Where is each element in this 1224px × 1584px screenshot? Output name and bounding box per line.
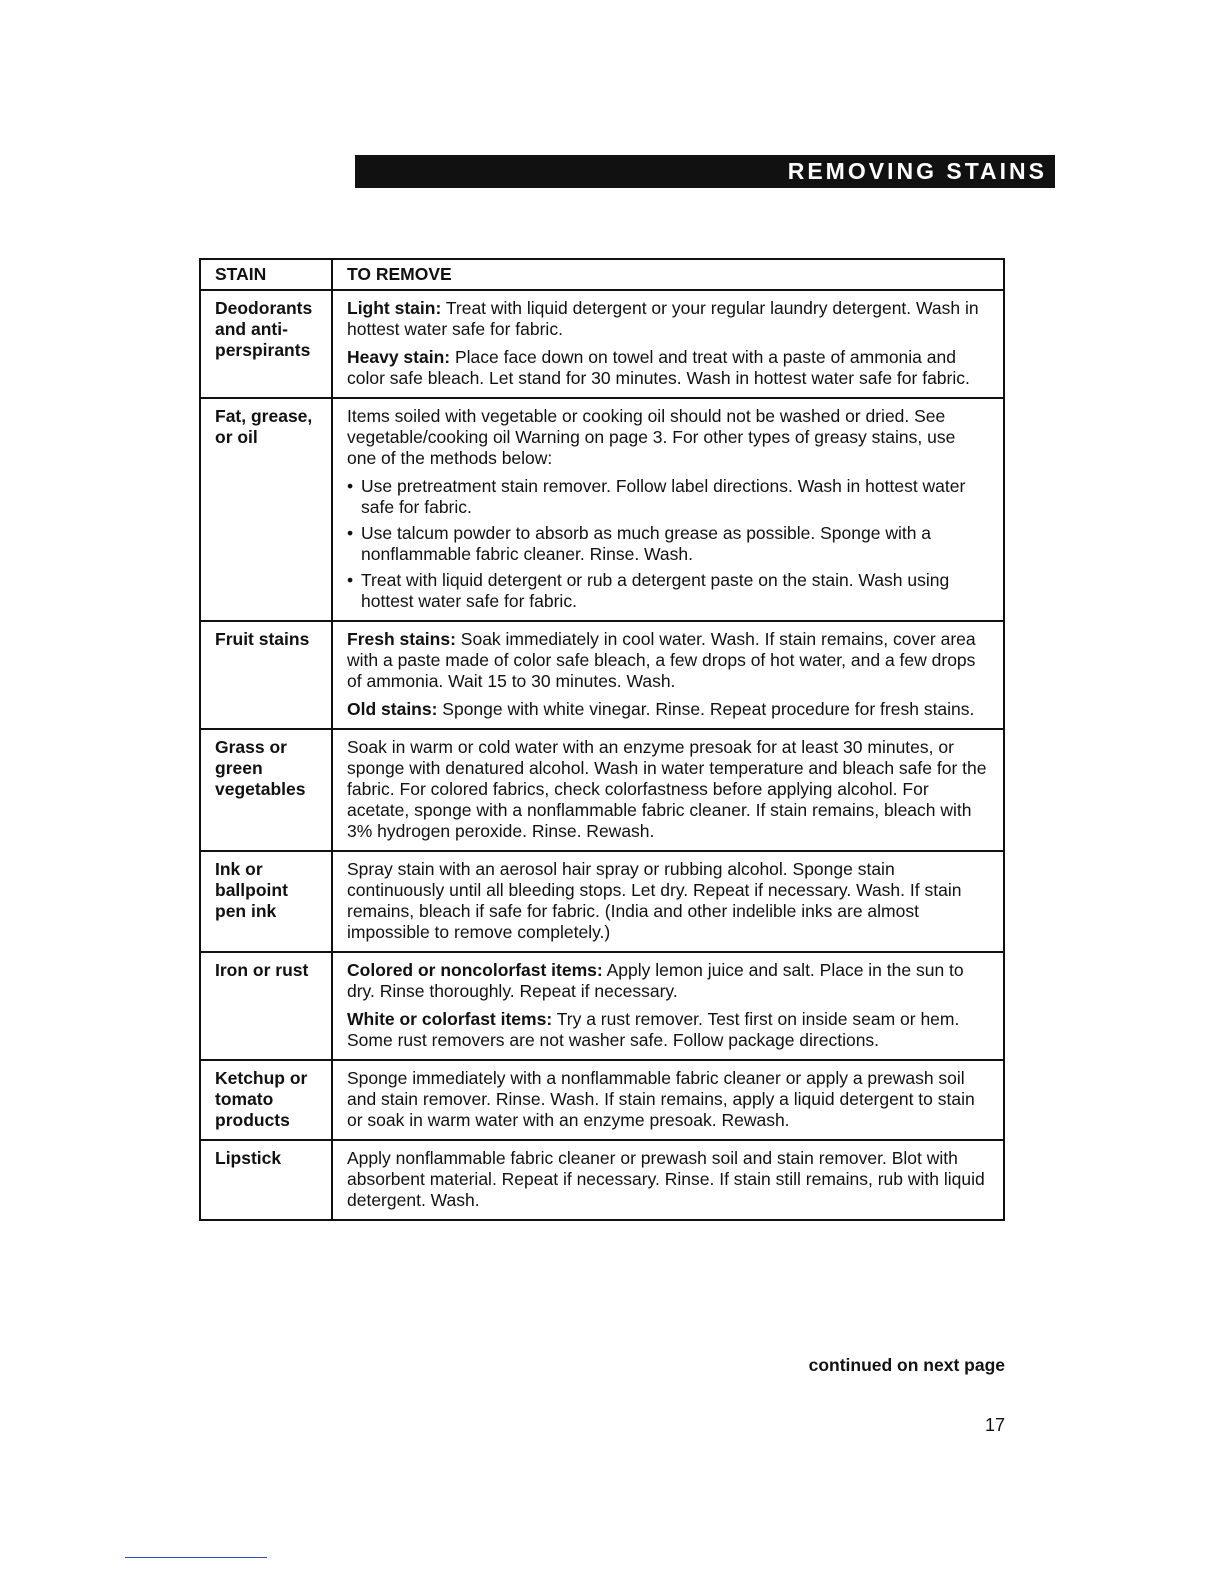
instruction-paragraph (347, 629, 987, 692)
method-list (347, 476, 987, 612)
table-row (200, 398, 1004, 621)
stain-name: Grass or green vegetables (200, 729, 332, 851)
instruction-label: Old stains: (347, 699, 438, 719)
instruction-label: White or colorfast items: (347, 1009, 553, 1029)
instruction-text: Soak in warm or cold water with an enzyme presoak for at least 30 minutes, or sponge with denatured alcohol. Wash in water temperature and bleach safe for the fabric. For colored fabrics, check colorfastness before applying alcohol. For acetate, sponge with a nonflammable fabric cleaner. If stain remains, bleach with 3% hydrogen peroxide. Rinse. Rewash. (347, 737, 987, 841)
instruction-text: Soak immediately in cool water. Wash. If stain remains, cover area with a paste made of color safe bleach, a few drops of hot water, and a few drops of ammonia. Wait 15 to 30 minutes. Wash. (347, 629, 976, 691)
stain-name: Lipstick (200, 1140, 332, 1220)
removal-instructions (332, 729, 1004, 851)
removal-instructions (332, 290, 1004, 398)
continued-note: continued on next page (808, 1355, 1005, 1375)
instruction-label: Fresh stains: (347, 629, 456, 649)
instruction-paragraph (347, 737, 987, 842)
instruction-text: Place face down on towel and treat with a paste of ammonia and color safe bleach. Let stand for 30 minutes. Wash in hottest water safe for fabric. (347, 347, 970, 388)
footer-rule (125, 1557, 267, 1558)
section-title-banner: REMOVING STAINS (355, 155, 1055, 188)
instruction-paragraph (347, 298, 987, 340)
stain-name: Ketchup or tomato products (200, 1060, 332, 1140)
table-row (200, 290, 1004, 398)
instruction-paragraph (347, 1009, 987, 1051)
instruction-text: Sponge immediately with a nonflammable fabric cleaner or apply a prewash soil and stain remover. Rinse. Wash. If stain remains, apply a liquid detergent to stain or soak in warm water with an enzyme presoak. Rewash. (347, 1068, 975, 1130)
table-row (200, 1060, 1004, 1140)
stain-name: Fruit stains (200, 621, 332, 729)
table-row (200, 851, 1004, 952)
instruction-paragraph (347, 960, 987, 1002)
list-item: • Use talcum powder to absorb as much grease as possible. Sponge with a nonflammable fabric cleaner. Rinse. Wash. (347, 523, 987, 565)
column-header-stain: STAIN (200, 259, 332, 290)
table-row (200, 1140, 1004, 1220)
list-item: • Use pretreatment stain remover. Follow label directions. Wash in hottest water safe for fabric. (347, 476, 987, 518)
list-item: • Treat with liquid detergent or rub a detergent paste on the stain. Wash using hottest water safe for fabric. (347, 570, 987, 612)
removal-instructions (332, 851, 1004, 952)
instruction-text: Treat with liquid detergent or your regular laundry detergent. Wash in hottest water safe for fabric. (347, 298, 979, 339)
instruction-text: Apply lemon juice and salt. Place in the sun to dry. Rinse thoroughly. Repeat if necessary. (347, 960, 964, 1001)
instruction-text: Try a rust remover. Test first on inside seam or hem. Some rust removers are not washer safe. Follow package directions. (347, 1009, 960, 1050)
stain-removal-table (199, 258, 1005, 1221)
instruction-paragraph (347, 406, 987, 469)
stain-name: Ink or ballpoint pen ink (200, 851, 332, 952)
page-number: 17 (984, 1415, 1005, 1435)
instruction-text: Items soiled with vegetable or cooking oil should not be washed or dried. See vegetable/cooking oil Warning on page 3. For other types of greasy stains, use one of the methods below: (347, 406, 956, 468)
table-header-row (200, 259, 1004, 290)
table-row (200, 621, 1004, 729)
instruction-label: Colored or noncolorfast items: (347, 960, 603, 980)
stain-name: Deodorants and anti-perspirants (200, 290, 332, 398)
table-row (200, 952, 1004, 1060)
table-row (200, 729, 1004, 851)
instruction-paragraph (347, 1068, 987, 1131)
instruction-paragraph (347, 1148, 987, 1211)
instruction-text: Spray stain with an aerosol hair spray or rubbing alcohol. Sponge stain continuously until all bleeding stops. Let dry. Repeat if necessary. Wash. If stain remains, bleach if safe for fabric. (India and other indelible inks are almost impossible to remove completely.) (347, 859, 962, 942)
stain-name: Iron or rust (200, 952, 332, 1060)
removal-instructions (332, 621, 1004, 729)
removal-instructions (332, 952, 1004, 1060)
instruction-label: Heavy stain: (347, 347, 451, 367)
instruction-paragraph (347, 859, 987, 943)
stain-name: Fat, grease, or oil (200, 398, 332, 621)
instruction-label: Light stain: (347, 298, 442, 318)
column-header-to-remove: TO REMOVE (332, 259, 1004, 290)
instruction-paragraph (347, 347, 987, 389)
instruction-paragraph (347, 699, 987, 720)
instruction-text: Sponge with white vinegar. Rinse. Repeat procedure for fresh stains. (437, 699, 975, 719)
instruction-text: Apply nonflammable fabric cleaner or prewash soil and stain remover. Blot with absorbent material. Repeat if necessary. Rinse. If stain still remains, rub with liquid detergent. Wash. (347, 1148, 985, 1210)
removal-instructions (332, 398, 1004, 621)
removal-instructions (332, 1060, 1004, 1140)
removal-instructions (332, 1140, 1004, 1220)
